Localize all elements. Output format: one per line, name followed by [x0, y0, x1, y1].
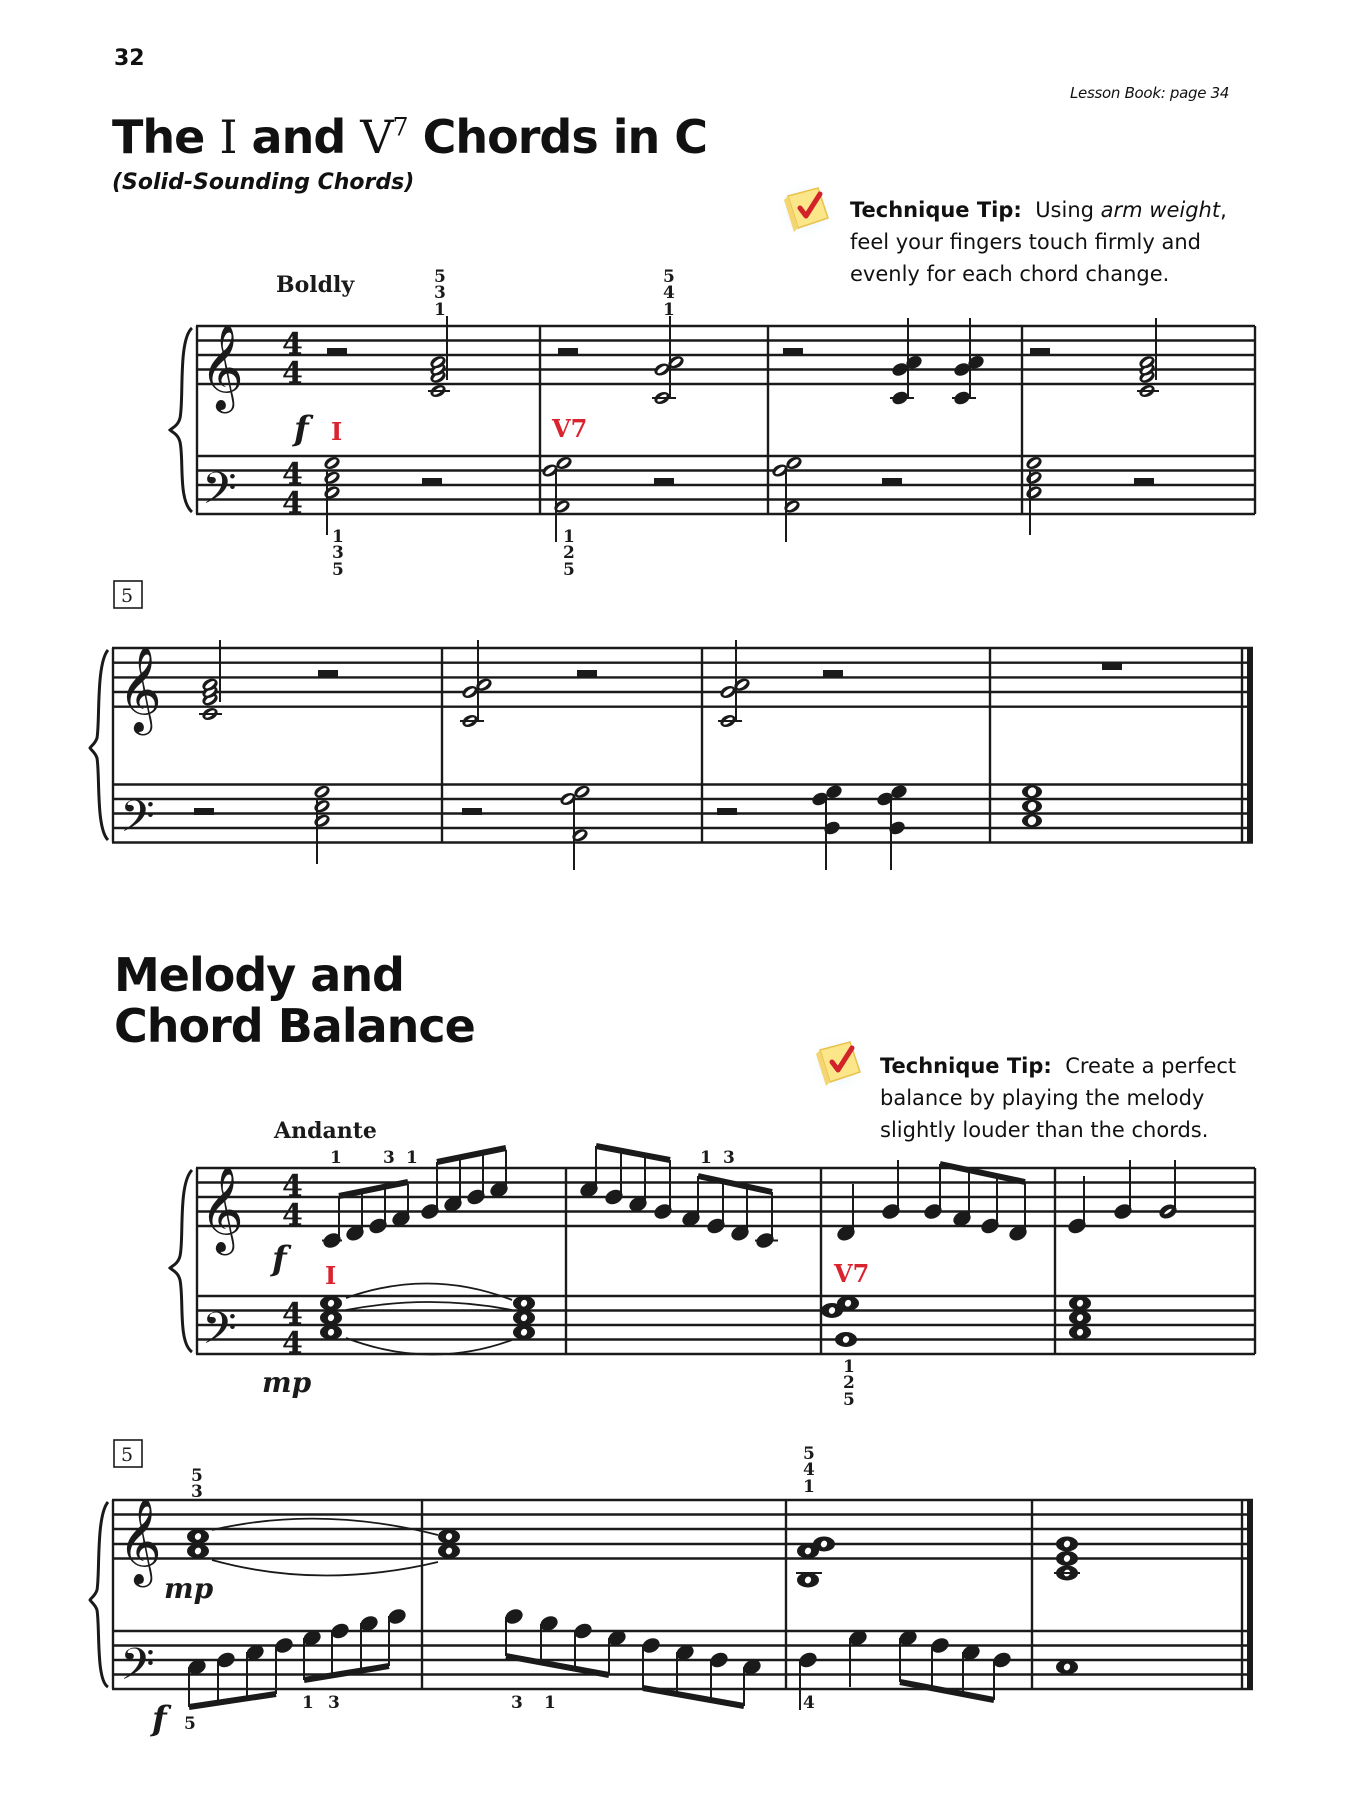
svg-text:1: 1: [803, 1477, 815, 1497]
svg-text:5: 5: [843, 1390, 855, 1410]
system-2-notes: [194, 640, 1122, 870]
title-superscript: 7: [392, 112, 408, 142]
svg-text:5: 5: [332, 560, 344, 580]
title-text: The: [112, 110, 220, 164]
chord-symbol-V7: V7: [834, 1259, 870, 1288]
bass-fingering-1: [332, 527, 344, 580]
svg-text:4: 4: [663, 283, 675, 303]
dynamic-forte: f: [294, 409, 309, 449]
treble-fingering-line2-1: [191, 1466, 203, 1502]
svg-text:5: 5: [663, 267, 675, 287]
time-signature-top: 4: [282, 457, 303, 492]
tip-text: Using: [1035, 198, 1101, 222]
dynamic-forte: f: [272, 1239, 287, 1279]
svg-text:5: 5: [191, 1466, 203, 1486]
tip-label: Technique Tip:: [880, 1054, 1052, 1078]
bass-clef-icon: 𝄢: [120, 790, 155, 853]
bass-clef-icon: 𝄢: [202, 1302, 237, 1365]
svg-text:3: 3: [328, 1693, 340, 1713]
tip-emphasis: arm weight: [1100, 198, 1221, 222]
title-line-1: Melody and: [114, 948, 404, 1002]
svg-text:1: 1: [663, 300, 675, 320]
measure-number: 5: [121, 585, 134, 607]
svg-text:5: 5: [563, 560, 575, 580]
time-signature-bottom: 4: [282, 356, 303, 391]
svg-text:3: 3: [383, 1148, 395, 1168]
tip-text: , feel your fingers touch firmly and evenly for each chord change.: [850, 198, 1227, 286]
bass-fingering-2: [563, 527, 575, 580]
chord-symbol-V7: V7: [552, 414, 588, 443]
title-text: and: [236, 110, 361, 164]
tempo-marking: Andante: [274, 1118, 377, 1144]
title-line-2: Chord Balance: [114, 998, 475, 1053]
svg-text:1: 1: [302, 1693, 314, 1713]
time-signature-top: 4: [282, 1297, 303, 1332]
tip-text: Create a perfect balance by playing the melody slightly louder than the chords.: [880, 1054, 1237, 1142]
treble-clef-icon: 𝄞: [200, 1166, 244, 1252]
dynamic-forte: f: [152, 1699, 167, 1739]
treble-fingering-line2-2: [803, 1444, 815, 1497]
system-4: [90, 1500, 1253, 1689]
time-signature-bottom: 4: [282, 486, 303, 521]
svg-text:1: 1: [563, 527, 575, 547]
bass-clef-icon: 𝄢: [202, 462, 237, 525]
time-signature-top: 4: [282, 1169, 303, 1204]
system-4-notes: [187, 1519, 1080, 1710]
svg-text:4: 4: [803, 1693, 815, 1713]
treble-fingerings-line1: [330, 1148, 735, 1168]
svg-text:1: 1: [544, 1693, 556, 1713]
page-number: 32: [114, 46, 145, 71]
chord-symbol-I: I: [325, 1261, 337, 1290]
treble-fingering-2: [663, 267, 675, 320]
bass-fingering-v7: [843, 1357, 855, 1410]
svg-text:5: 5: [434, 267, 446, 287]
treble-fingering-1: [434, 267, 446, 320]
svg-text:3: 3: [511, 1693, 523, 1713]
dynamic-mezzo-piano: mp: [262, 1366, 312, 1399]
dynamic-mezzo-piano: mp: [164, 1572, 214, 1605]
svg-text:1: 1: [406, 1148, 418, 1168]
measure-number: 5: [121, 1444, 134, 1466]
svg-text:1: 1: [330, 1148, 342, 1168]
treble-clef-icon: 𝄞: [118, 646, 162, 732]
tempo-marking: Boldly: [276, 272, 355, 298]
tip-label: Technique Tip:: [850, 198, 1022, 222]
treble-clef-icon: 𝄞: [118, 1498, 162, 1584]
svg-text:5: 5: [803, 1444, 815, 1464]
svg-text:4: 4: [803, 1460, 815, 1480]
treble-clef-icon: 𝄞: [200, 324, 244, 410]
time-signature-bottom: 4: [282, 1198, 303, 1233]
system-1-notes: [322, 316, 1159, 542]
svg-text:3: 3: [434, 283, 446, 303]
system-2: [90, 648, 1253, 843]
svg-text:1: 1: [434, 300, 446, 320]
section1-subtitle: (Solid-Sounding Chords): [112, 170, 415, 195]
svg-text:1: 1: [332, 527, 344, 547]
svg-text:3: 3: [191, 1482, 203, 1502]
svg-text:2: 2: [843, 1373, 855, 1393]
title-text: Chords in C: [407, 110, 708, 164]
svg-text:1: 1: [700, 1148, 712, 1168]
chord-symbol-I: I: [331, 417, 343, 446]
svg-text:3: 3: [332, 543, 344, 563]
system-3-notes: [321, 1146, 1178, 1355]
svg-text:5: 5: [184, 1714, 196, 1734]
title-roman-one: I: [219, 110, 237, 164]
title-roman-five: V: [360, 110, 393, 164]
svg-text:1: 1: [843, 1357, 855, 1377]
svg-text:2: 2: [563, 543, 575, 563]
time-signature-top: 4: [282, 327, 303, 362]
lesson-book-reference: Lesson Book: page 34: [1070, 84, 1230, 102]
svg-text:3: 3: [723, 1148, 735, 1168]
time-signature-bottom: 4: [282, 1326, 303, 1361]
bass-clef-icon: 𝄢: [120, 1638, 155, 1701]
